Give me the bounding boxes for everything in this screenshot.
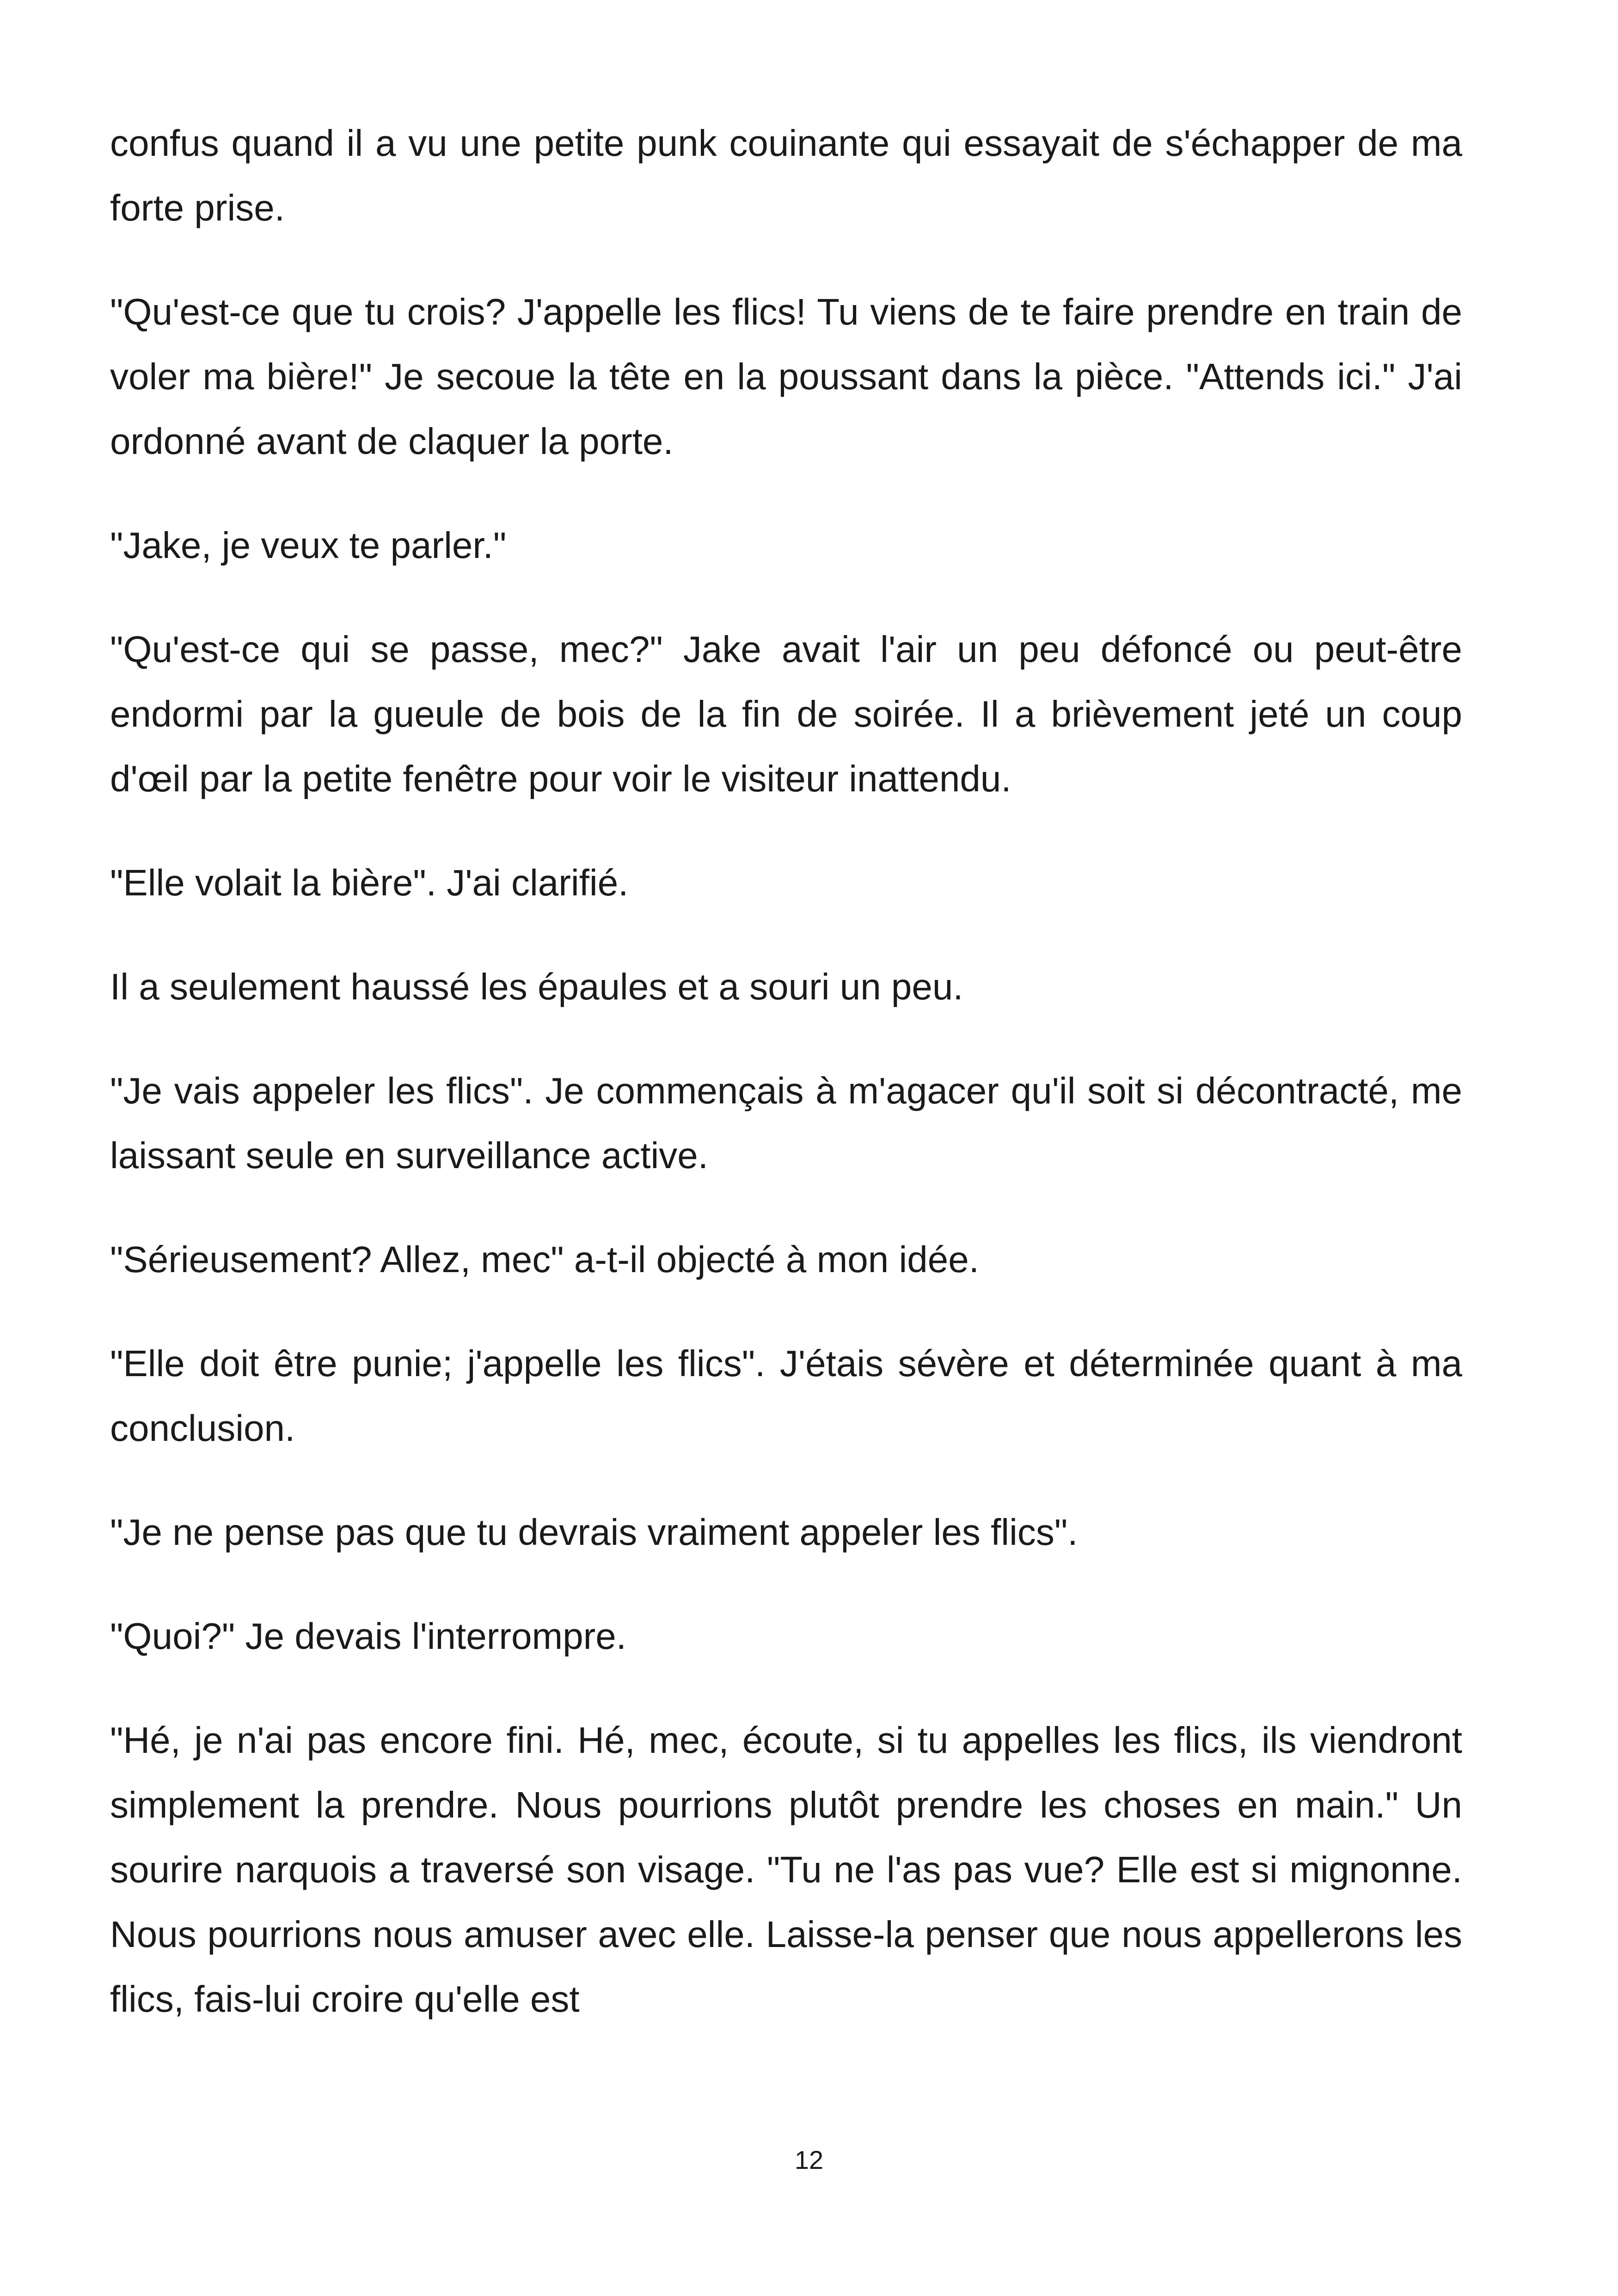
paragraph: "Je vais appeler les flics". Je commençais à m'agacer qu'il soit si décontracté, me laissant seule en surveillance active. bbox=[110, 1070, 1462, 1176]
paragraph: "Je ne pense pas que tu devrais vraiment appeler les flics". bbox=[110, 1512, 1078, 1553]
paragraph: "Quoi?" Je devais l'interrompre. bbox=[110, 1616, 626, 1657]
body-text bbox=[110, 111, 1462, 2071]
paragraph: "Qu'est-ce que tu crois? J'appelle les flics! Tu viens de te faire prendre en train de voler ma bière!" Je secoue la tête en la poussant dans la pièce. "Attends ici." J'ai ordonné avant de claquer la porte. bbox=[110, 291, 1462, 462]
paragraph: confus quand il a vu une petite punk couinante qui essayait de s'échapper de ma forte prise. bbox=[110, 122, 1462, 228]
paragraph: "Jake, je veux te parler." bbox=[110, 525, 507, 566]
paragraph: "Qu'est-ce qui se passe, mec?" Jake avait l'air un peu défoncé ou peut-être endormi par la gueule de bois de la fin de soirée. Il a brièvement jeté un coup d'œil par la petite fenêtre pour voir le visiteur inattendu. bbox=[110, 629, 1462, 799]
paragraph: Il a seulement haussé les épaules et a souri un peu. bbox=[110, 966, 963, 1007]
page-number: 12 bbox=[794, 2145, 824, 2174]
paragraph: "Hé, je n'ai pas encore fini. Hé, mec, écoute, si tu appelles les flics, ils viendront simplement la prendre. Nous pourrions plutôt prendre les choses en main." Un sourire narquois a traversé son visage. "Tu ne l'as pas vue? Elle est si mignonne. Nous pourrions nous amuser avec elle. Laisse-la penser que nous appellerons les flics, fais-lui croire qu'elle est bbox=[110, 1720, 1462, 2020]
paragraph: "Elle doit être punie; j'appelle les flics". J'étais sévère et déterminée quant à ma conclusion. bbox=[110, 1343, 1462, 1449]
paragraph: "Sérieusement? Allez, mec" a-t-il objecté à mon idée. bbox=[110, 1239, 979, 1280]
paragraph: "Elle volait la bière". J'ai clarifié. bbox=[110, 862, 629, 903]
